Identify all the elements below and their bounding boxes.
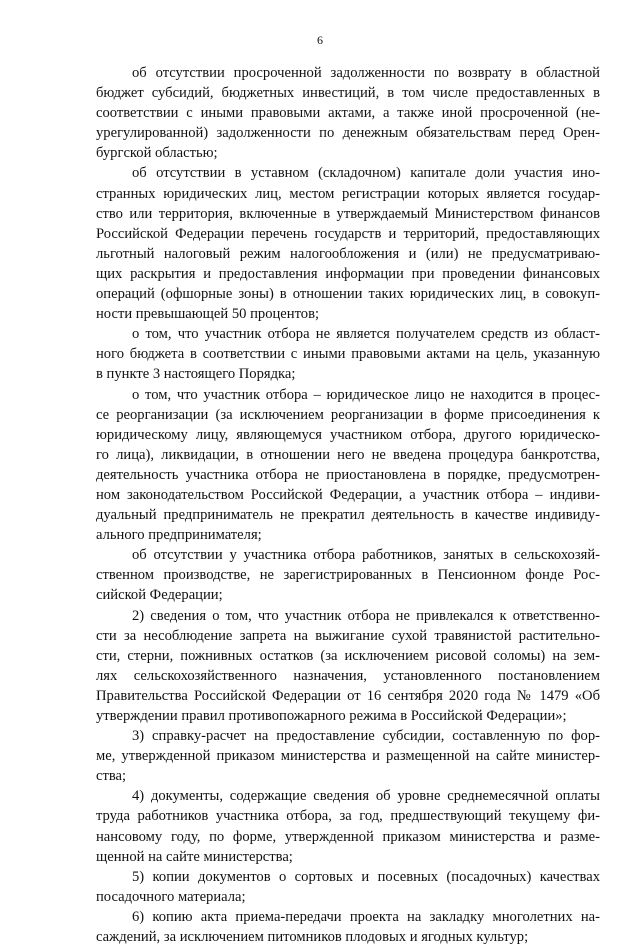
text-line: 6) копию акта приема-передачи проекта на закладку многолетних на- <box>132 908 600 925</box>
text-line: утверждении правил противопожарного режима в Российской Федерации»; <box>96 708 567 724</box>
text-line: ном законодательством Российской Федерации, а участник отбора – индиви- <box>96 486 600 503</box>
text-line: лях сельскохозяйственного назначения, установленного постановлением <box>96 667 600 684</box>
text-line: о том, что участник отбора не является получателем средств из област- <box>132 326 600 343</box>
text-line: деятельность участника отбора не приостановлена в порядке, предусмотрен- <box>96 466 600 483</box>
paragraph <box>96 867 600 907</box>
paragraph <box>96 907 600 947</box>
text-line: го лица), ликвидации, в отношении него не введена процедура банкротства, <box>96 446 600 463</box>
document-body <box>96 63 600 947</box>
text-line: 3) справку-расчет на предоставление субсидии, составленную по фор- <box>132 728 600 745</box>
text-line: щенной на сайте министерства; <box>96 848 293 865</box>
text-line: посадочного материала; <box>96 888 246 905</box>
text-line: се реорганизации (за исключением реорганизации в форме присоединения к <box>96 406 600 423</box>
text-line: щих раскрытия и предоставления информации при проведении финансовых <box>96 265 600 282</box>
paragraph <box>96 545 600 605</box>
text-line: нансовому году, по форме, утвержденной приказом министерства и разме- <box>96 828 600 845</box>
text-line: в пункте 3 настоящего Порядка; <box>96 366 296 383</box>
paragraph <box>96 385 600 546</box>
paragraph <box>96 163 600 324</box>
text-line: операций (офшорные зоны) в отношении таких юридических лиц, в совокуп- <box>96 286 600 303</box>
text-line: 5) копии документов о сортовых и посевных (посадочных) качествах <box>132 868 600 885</box>
text-line: ства; <box>96 768 127 785</box>
text-line: о том, что участник отбора – юридическое лицо не находится в процес- <box>132 386 600 403</box>
text-line: об отсутствии просроченной задолженности по возврату в областной <box>132 65 600 81</box>
page-number: 6 <box>317 33 323 47</box>
text-line: Правительства Российской Федерации от 16 сентября 2020 года № 1479 «Об <box>96 687 600 704</box>
text-line: ственном производстве, не зарегистрированных в Пенсионном фонде Рос- <box>96 567 600 584</box>
text-line: ство или территория, включенные в утверждаемый Министерством финансов <box>96 205 600 222</box>
text-line: ме, утвержденной приказом министерства и размещенной на сайте министер- <box>96 748 600 765</box>
text-line: бургской областью; <box>96 145 218 162</box>
text-line: сти, стерни, пожнивных остатков (за исключением рисовой соломы) на зем- <box>96 647 600 664</box>
text-line: бюджет субсидий, бюджетных инвестиций, в том числе предоставленных в <box>96 85 600 102</box>
text-line: ального предпринимателя; <box>96 527 262 544</box>
text-line: дуальный предприниматель не прекратил деятельность в качестве индивиду- <box>96 507 600 524</box>
text-line: саждений, за исключением питомников плодовых и ягодных культур; <box>96 929 529 946</box>
text-line: урегулированной) задолженности по денежным обязательствам перед Орен- <box>96 125 600 142</box>
text-line: сти за несоблюдение запрета на выжигание сухой травянистой растительно- <box>96 627 600 644</box>
text-line: об отсутствии в уставном (складочном) капитале доли участия ино- <box>132 165 600 182</box>
text-line: ности превышающей 50 процентов; <box>96 306 320 323</box>
text-line: соответствии с иными правовыми актами, а также иной просроченной (не- <box>96 105 600 122</box>
paragraph <box>96 726 600 786</box>
text-line: 4) документы, содержащие сведения об уровне среднемесячной оплаты <box>132 788 600 805</box>
text-line: льготный налоговый режим налогообложения и (или) не предусматриваю- <box>96 245 600 262</box>
paragraph <box>96 63 600 163</box>
text-line: сийской Федерации; <box>96 587 223 604</box>
text-line: труда работников участника отбора, за год, предшествующий текущему фи- <box>96 808 600 825</box>
text-line: странных юридических лиц, местом регистрации которых является государ- <box>96 185 600 202</box>
text-line: об отсутствии у участника отбора работников, занятых в сельскохозяй- <box>132 547 600 564</box>
text-line: юридическому лицу, являющемуся участником отбора, другого юридическо- <box>96 426 600 443</box>
text-line: ного бюджета в соответствии с иными правовыми актами на цель, указанную <box>96 346 600 363</box>
paragraph <box>96 786 600 866</box>
paragraph <box>96 606 600 727</box>
text-line: 2) сведения о том, что участник отбора не привлекался к ответственно- <box>132 607 600 624</box>
paragraph <box>96 324 600 384</box>
text-line: Российской Федерации перечень государств и территорий, предоставляющих <box>96 225 600 242</box>
